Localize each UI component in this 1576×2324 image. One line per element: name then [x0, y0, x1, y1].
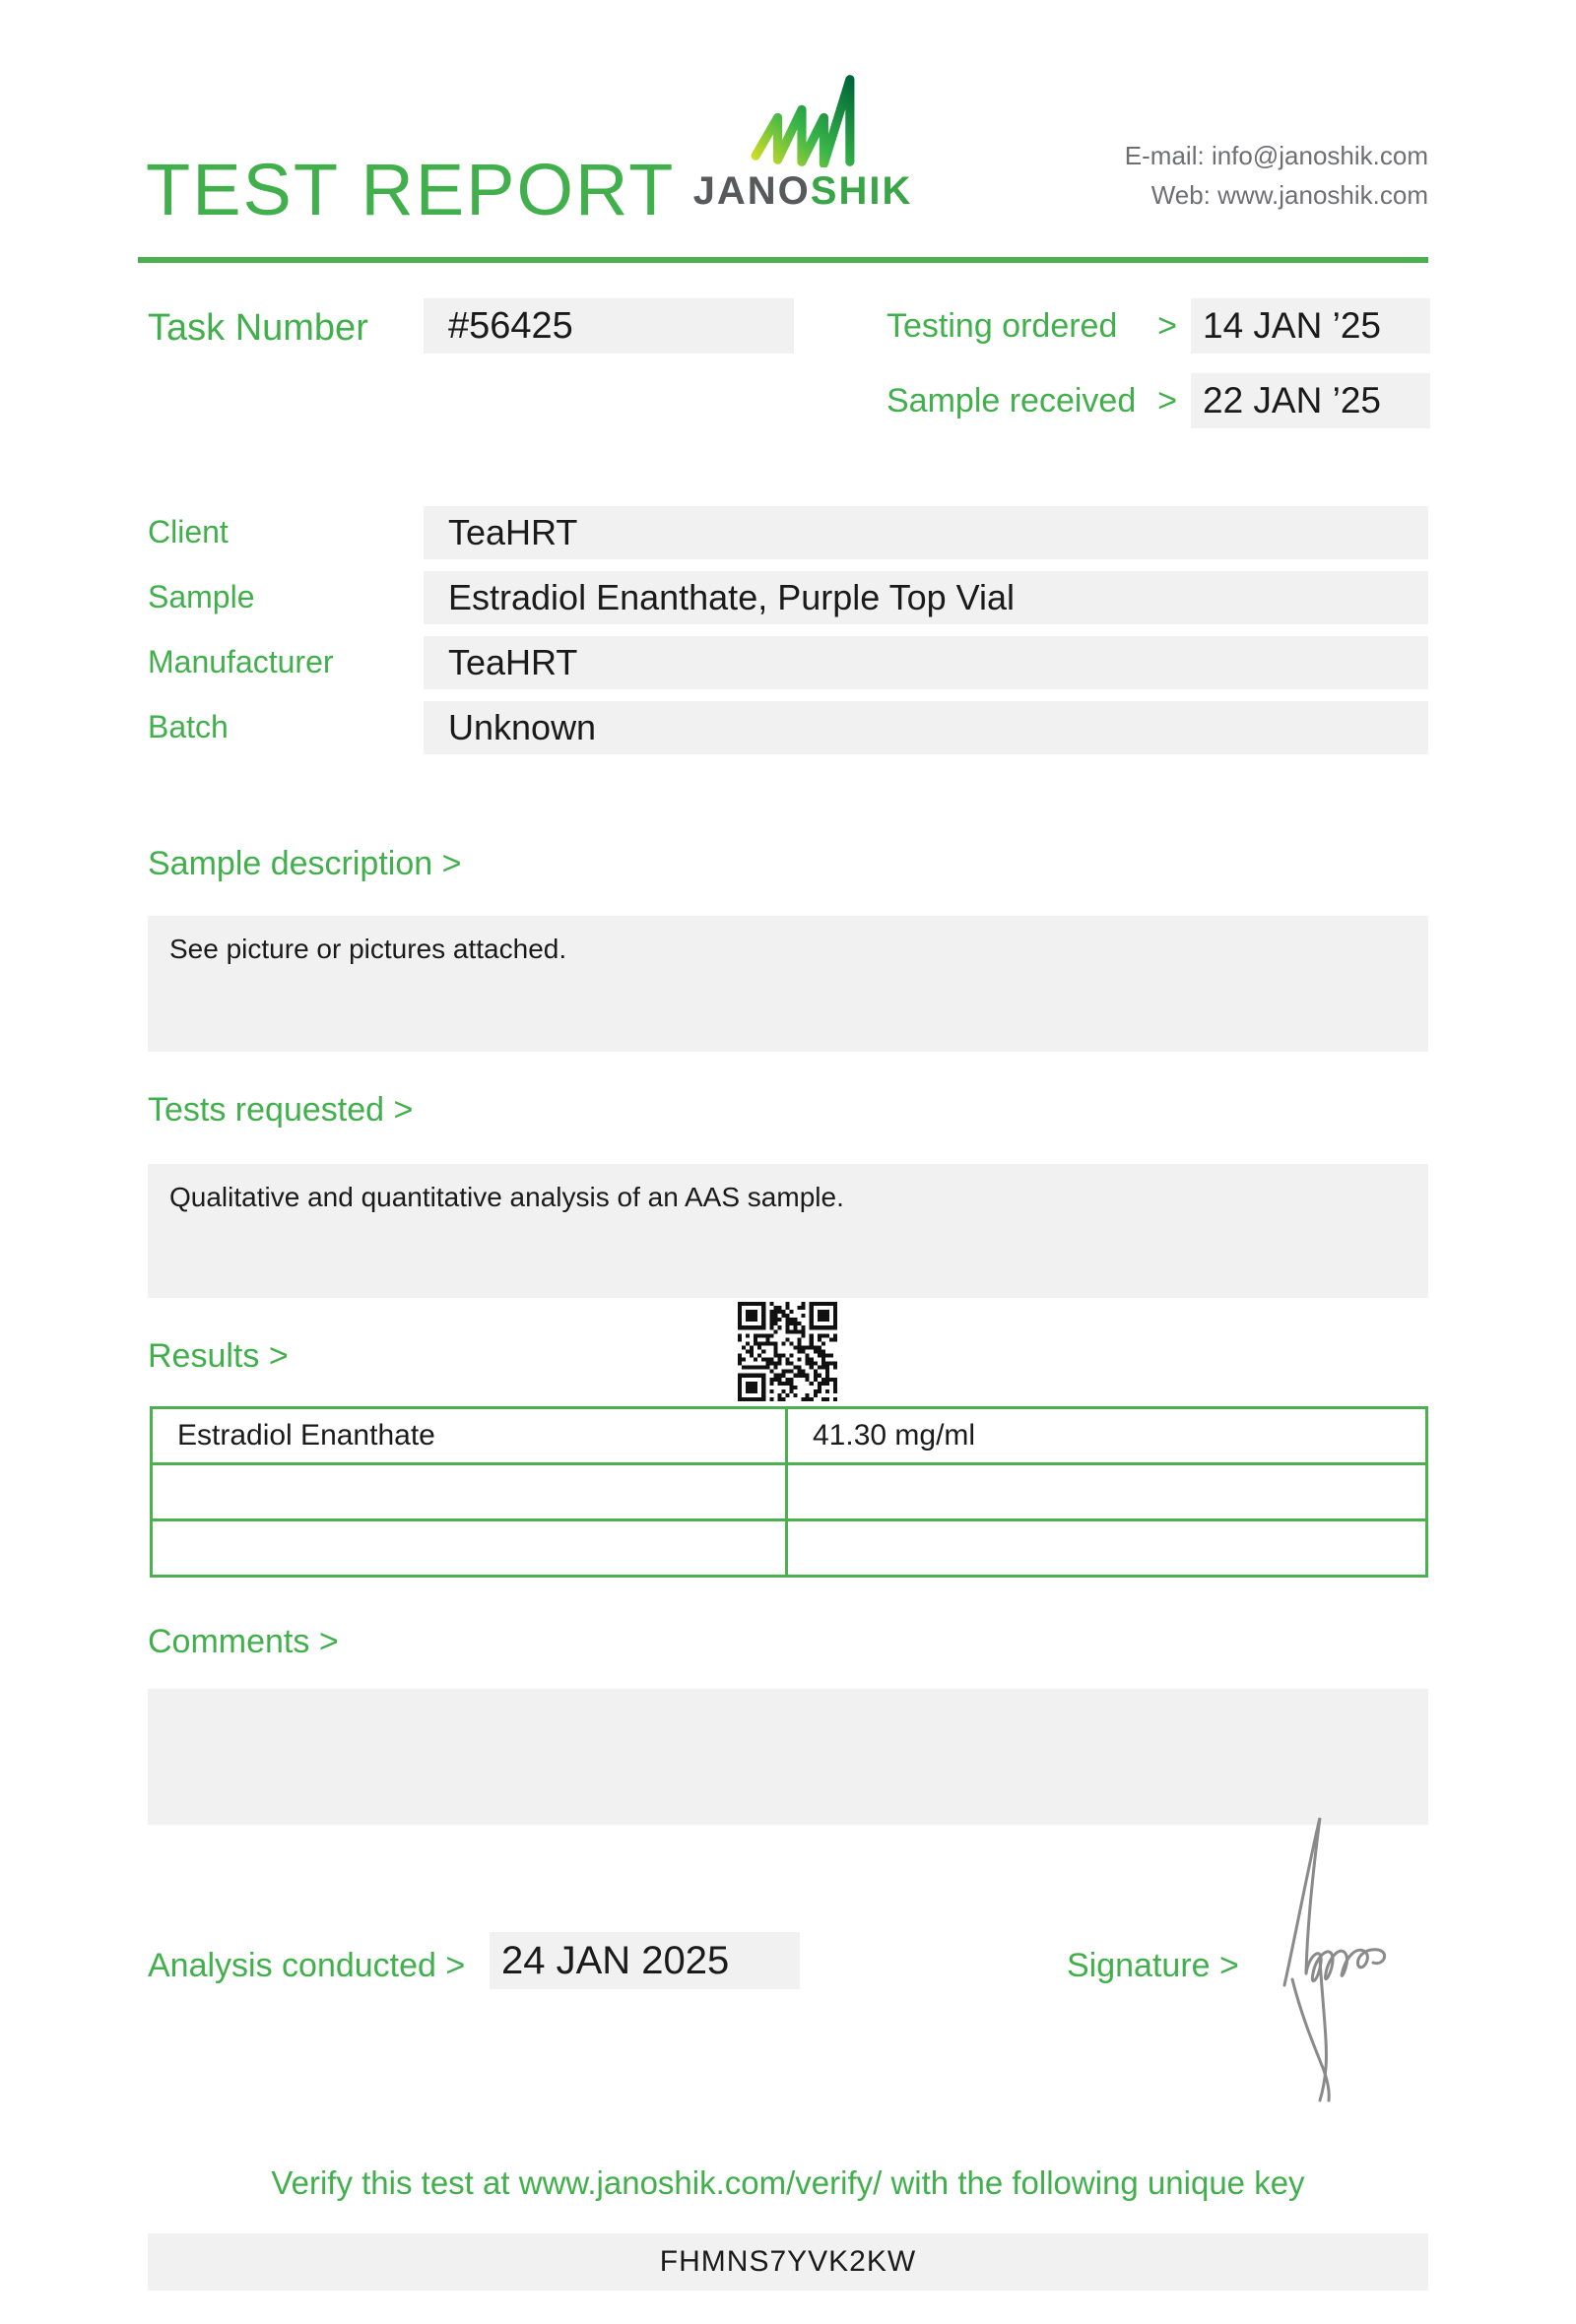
testing-ordered-date: 14 JAN ’25	[1191, 298, 1430, 354]
logo-text-shik: SHIK	[810, 169, 913, 213]
logo-text-jano: JANO	[692, 169, 811, 213]
sample-label: Sample	[148, 579, 255, 614]
sample-description-heading: Sample description >	[148, 845, 462, 882]
sample-received-arrow: >	[1157, 381, 1177, 420]
task-number-label: Task Number	[148, 307, 368, 349]
chart-growth-icon	[748, 71, 858, 167]
sample-received-row	[886, 373, 1430, 428]
janoshik-logo	[680, 71, 926, 214]
web-value: www.janoshik.com	[1217, 180, 1428, 210]
qr-code	[738, 1302, 837, 1401]
result-analyte-empty	[152, 1464, 787, 1520]
results-row-2	[152, 1464, 1427, 1520]
results-heading: Results >	[148, 1337, 289, 1375]
sample-description-box: See picture or pictures attached.	[148, 916, 1428, 1052]
client-label: Client	[148, 514, 229, 549]
testing-ordered-label: Testing ordered	[886, 306, 1118, 345]
batch-label: Batch	[148, 709, 229, 744]
result-value-empty	[787, 1464, 1427, 1520]
sample-value: Estradiol Enanthate, Purple Top Vial	[424, 571, 1428, 624]
verify-instruction: Verify this test at www.janoshik.com/verify/ with the following unique key	[271, 2164, 1305, 2201]
logo-wordmark	[680, 169, 926, 214]
sample-received-date: 22 JAN ’25	[1191, 373, 1430, 428]
email-value: info@janoshik.com	[1211, 141, 1428, 170]
result-value-empty	[787, 1520, 1427, 1577]
tests-requested-heading: Tests requested >	[148, 1091, 414, 1129]
comments-box	[148, 1689, 1428, 1825]
comments-heading: Comments >	[148, 1623, 339, 1660]
result-value: 41.30 mg/ml	[787, 1408, 1427, 1464]
email-label: E-mail:	[1124, 141, 1205, 170]
contact-web-line	[1125, 175, 1428, 215]
result-analyte-empty	[152, 1520, 787, 1577]
client-value: TeaHRT	[424, 506, 1428, 559]
tests-requested-box: Qualitative and quantitative analysis of an AAS sample.	[148, 1164, 1428, 1298]
manufacturer-value: TeaHRT	[424, 636, 1428, 689]
testing-ordered-row	[886, 298, 1430, 354]
contact-email-line	[1125, 136, 1428, 175]
sample-received-label: Sample received	[886, 381, 1137, 420]
web-label: Web:	[1150, 180, 1211, 210]
manufacturer-label: Manufacturer	[148, 644, 334, 679]
contact-info	[1125, 136, 1428, 215]
task-number-value: #56425	[424, 298, 794, 354]
signature-label: Signature >	[1067, 1947, 1239, 1984]
page-title: TEST REPORT	[146, 149, 676, 230]
result-analyte: Estradiol Enanthate	[152, 1408, 787, 1464]
analysis-conducted-label: Analysis conducted >	[148, 1947, 466, 1984]
results-row-3	[152, 1520, 1427, 1577]
results-table	[150, 1406, 1428, 1578]
analysis-date: 24 JAN 2025	[490, 1932, 800, 1989]
signature-scribble	[1263, 1810, 1425, 2105]
verify-key: FHMNS7YVK2KW	[148, 2233, 1428, 2291]
batch-value: Unknown	[424, 701, 1428, 754]
testing-ordered-arrow: >	[1157, 306, 1177, 345]
results-row-1	[152, 1408, 1427, 1464]
header-divider	[138, 257, 1428, 263]
